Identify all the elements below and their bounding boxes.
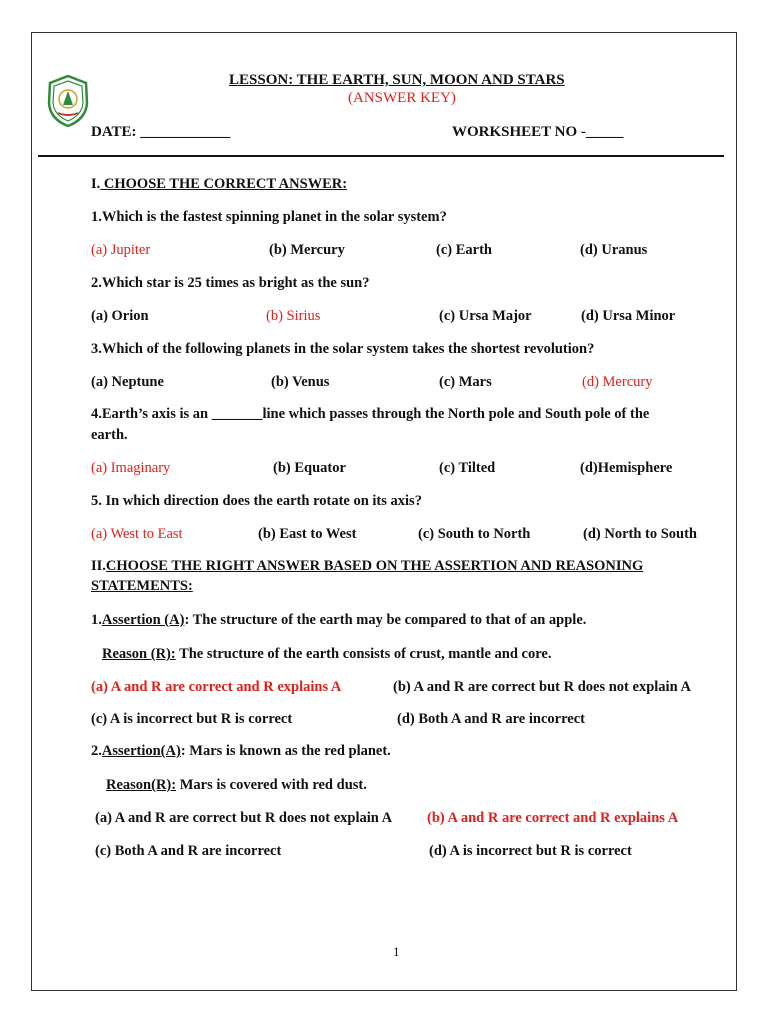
- q2-option-a: (a) Orion: [91, 308, 149, 324]
- q5-option-d: (d) North to South: [583, 526, 697, 542]
- date-field: DATE: ____________: [91, 124, 231, 140]
- q1-option-a: (a) Jupiter: [91, 242, 151, 258]
- q3-option-c: (c) Mars: [439, 374, 492, 390]
- q2-option-d: (d) Ursa Minor: [581, 308, 676, 324]
- q3-option-d: (d) Mercury: [582, 374, 653, 390]
- ar-q1-option-a: (a) A and R are correct and R explains A: [91, 679, 342, 695]
- section2-heading-line2: STATEMENTS:: [91, 578, 193, 594]
- q1-option-c: (c) Earth: [436, 242, 492, 258]
- lesson-title: LESSON: THE EARTH, SUN, MOON AND STARS: [229, 72, 565, 88]
- ar-q2-option-b: (b) A and R are correct and R explains A: [427, 810, 679, 826]
- q2-option-b: (b) Sirius: [266, 308, 321, 324]
- page-number: 1: [393, 944, 400, 959]
- q3-option-a: (a) Neptune: [91, 374, 164, 390]
- ar-q2-option-c: (c) Both A and R are incorrect: [95, 843, 282, 859]
- question-4-line1: 4.Earth’s axis is an _______line which passes through the North pole and South pole of the: [91, 406, 650, 422]
- header-divider: [38, 155, 724, 157]
- q5-option-a: (a) West to East: [91, 526, 183, 542]
- ar-q1-option-d: (d) Both A and R are incorrect: [397, 711, 585, 727]
- question-2: 2.Which star is 25 times as bright as the sun?: [91, 275, 370, 291]
- question-1: 1.Which is the fastest spinning planet in the solar system?: [91, 209, 447, 225]
- section2-heading-line1: II.CHOOSE THE RIGHT ANSWER BASED ON THE ASSERTION AND REASONING: [91, 558, 644, 574]
- ar-q1-assertion: 1.Assertion (A): The structure of the earth may be compared to that of an apple.: [91, 612, 587, 628]
- q4-option-d: (d)Hemisphere: [580, 460, 673, 476]
- ar-q2-option-a: (a) A and R are correct but R does not explain A: [95, 810, 393, 826]
- question-4-line2: earth.: [91, 427, 128, 443]
- section1-heading: I. CHOOSE THE CORRECT ANSWER:: [91, 176, 348, 192]
- q2-option-c: (c) Ursa Major: [439, 308, 532, 324]
- q4-option-c: (c) Tilted: [439, 460, 496, 476]
- q5-option-b: (b) East to West: [258, 526, 357, 542]
- q1-option-d: (d) Uranus: [580, 242, 648, 258]
- school-crest-logo: [46, 75, 90, 127]
- q5-option-c: (c) South to North: [418, 526, 531, 542]
- q4-option-b: (b) Equator: [273, 460, 346, 476]
- ar-q1-reason: Reason (R): The structure of the earth consists of crust, mantle and core.: [102, 646, 552, 662]
- answer-key-label: (ANSWER KEY): [348, 90, 456, 106]
- q3-option-b: (b) Venus: [271, 374, 330, 390]
- ar-q2-option-d: (d) A is incorrect but R is correct: [429, 843, 632, 859]
- question-3: 3.Which of the following planets in the solar system takes the shortest revolution?: [91, 341, 595, 357]
- ar-q2-reason: Reason(R): Mars is covered with red dust.: [106, 777, 367, 793]
- q1-option-b: (b) Mercury: [269, 242, 345, 258]
- ar-q2-assertion: 2.Assertion(A): Mars is known as the red planet.: [91, 743, 391, 759]
- ar-q1-option-c: (c) A is incorrect but R is correct: [91, 711, 293, 727]
- ar-q1-option-b: (b) A and R are correct but R does not explain A: [393, 679, 691, 695]
- worksheet-number: WORKSHEET NO -_____: [452, 124, 624, 140]
- q4-option-a: (a) Imaginary: [91, 460, 171, 476]
- question-5: 5. In which direction does the earth rotate on its axis?: [91, 493, 422, 509]
